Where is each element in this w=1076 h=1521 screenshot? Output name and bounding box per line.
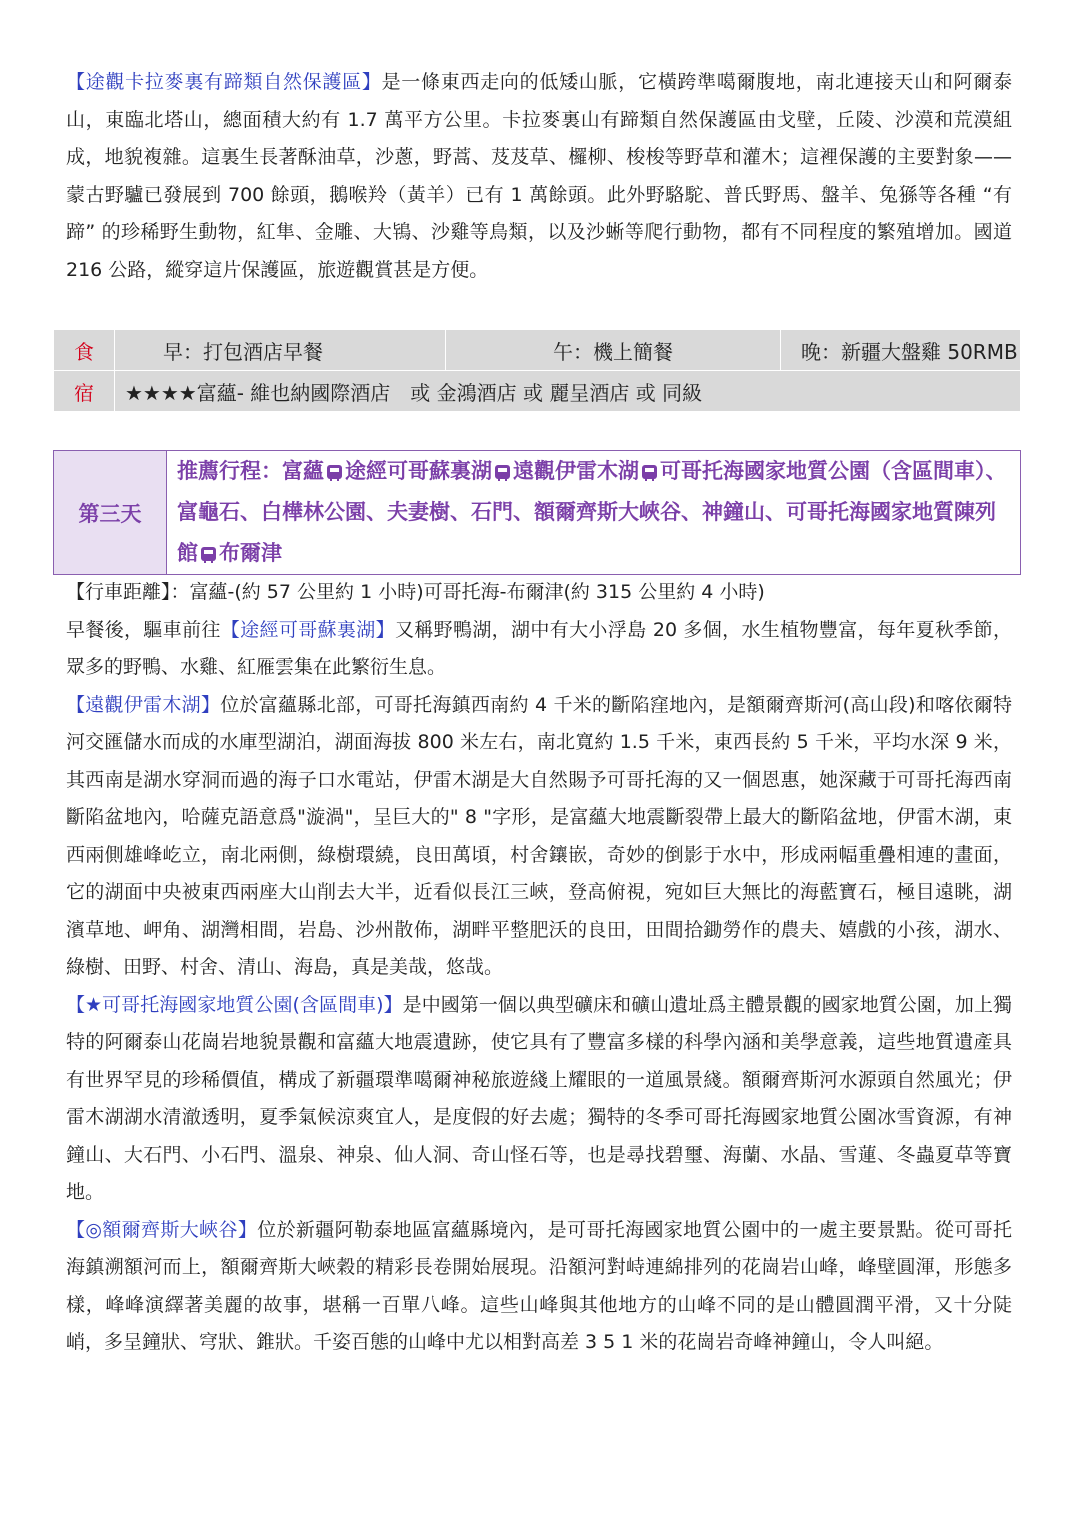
geopark-paragraph [66, 987, 1012, 1212]
route-stop-3: 可哥托海國家地質公園（含區間車）、富龜石、白樺林公園、夫妻樹、石門、額爾齊斯大峽谷、神鐘山、可哥托海國家地質陳列館 [177, 459, 1007, 565]
p1-title: 【途經可哥蘇裏湖】 [220, 618, 395, 641]
breakfast: 早：打包酒店早餐 [115, 330, 446, 371]
day3-header [53, 450, 1021, 575]
hotel-info: ★★★★富蘊- 維也納國際酒店 或 金鴻酒店 或 麗呈酒店 或 同級 [115, 371, 1021, 412]
p1-prefix: 早餐後，驅車前往 [66, 618, 221, 641]
p4-text: 位於新疆阿勒泰地區富蘊縣境內，是可哥托海國家地質公園中的一處主要景點。從可哥托海鎮溯額河而上，額爾齊斯大峽穀的精彩長卷開始展現。沿額河對峙連綿排列的花崗岩山峰，峰壁圓渾，形態多樣，峰峰演繹著美麗的故事，堪稱一百單八峰。這些山峰與其他地方的山峰不同的是山體圓潤平滑，又十分陡峭，多呈鐘狀、穹狀、錐狀。千姿百態的山峰中尤以相對高差 3 5 1 米的花崗岩奇峰神鐘山，令人叫絕。 [66, 1218, 1012, 1353]
intro-section [66, 64, 1012, 289]
canyon-paragraph [66, 1212, 1012, 1362]
route-prefix: 推薦行程：富蘊 [177, 459, 324, 483]
p1-text: 又稱野鴨湖，湖中有大小浮島 20 多個，水生植物豐富，每年夏秋季節，眾多的野鴨、水雞、紅雁雲集在此繁衍生息。 [66, 618, 1012, 678]
day3-route [167, 451, 1021, 575]
food-label: 食 [54, 330, 115, 371]
bus-icon [642, 465, 657, 479]
meals-table [53, 329, 1021, 412]
day3-body [66, 574, 1012, 1362]
bus-icon [201, 547, 216, 561]
route-stop-1: 途經可哥蘇裏湖 [345, 459, 492, 483]
day3-label: 第三天 [54, 451, 167, 575]
route-stop-4: 布爾津 [219, 541, 282, 565]
p4-title: 【◎額爾齊斯大峽谷】 [66, 1218, 258, 1241]
intro-text: 是一條東西走向的低矮山脈，它橫跨準噶爾腹地，南北連接天山和阿爾泰山，東臨北塔山，總面積大約有 1.7 萬平方公里。卡拉麥裏山有蹄類自然保護區由戈壁，丘陵、沙漠和荒漠組成，地貌複雜。這裏生長著酥油草，沙蔥，野蒿、芨芨草、欏柳、梭梭等野草和灌木；這裡保護的主要對象——蒙古野驢已發展到 700 餘頭，鵝喉羚（黃羊）已有 1 萬餘頭。此外野駱駝、普氏野馬、盤羊、兔猻等各種 “有蹄” 的珍稀野生動物，紅隼、金雕、大鴇、沙雞等鳥類，以及沙蜥等爬行動物，都有不同程度的繁殖增加。國道 216 公路，縱穿這片保護區，旅遊觀賞甚是方便。 [66, 71, 1012, 281]
distance-line: 【行車距離】：富蘊-(約 57 公里約 1 小時)可哥托海-布爾津(約 315 公里約 4 小時) [66, 581, 765, 603]
dinner: 晚：新疆大盤雞 50RMB [781, 330, 1021, 371]
p2-title: 【遠觀伊雷木湖】 [66, 693, 221, 716]
lunch: 午：機上簡餐 [446, 330, 781, 371]
stay-label: 宿 [54, 371, 115, 412]
p3-title: 【★可哥托海國家地質公園(含區間車)】 [66, 993, 403, 1016]
p3-text: 是中國第一個以典型礦床和礦山遺址爲主體景觀的國家地質公園，加上獨特的阿爾泰山花崗岩地貌景觀和富蘊大地震遺跡，使它具有了豐富多樣的科學內涵和美學意義，這些地質遺產具有世界罕見的珍稀價值，構成了新疆環準噶爾神秘旅遊綫上耀眼的一道風景綫。額爾齊斯河水源頭自然風光；伊雷木湖湖水清澈透明，夏季氣候涼爽宜人，是度假的好去處；獨特的冬季可哥托海國家地質公園冰雪資源，有神鐘山、大石門、小石門、溫泉、神泉、仙人洞、奇山怪石等，也是尋找碧璽、海蘭、水晶、雪蓮、冬蟲夏草等寶地。 [66, 993, 1012, 1203]
bus-icon [495, 465, 510, 479]
yileimu-lake-paragraph [66, 687, 1012, 987]
bus-icon [327, 465, 342, 479]
kekesu-lake-paragraph [66, 612, 1012, 687]
intro-title: 【途觀卡拉麥裏有蹄類自然保護區】 [66, 71, 382, 93]
route-stop-2: 遠觀伊雷木湖 [513, 459, 639, 483]
stay-row [54, 371, 1021, 412]
p2-text: 位於富蘊縣北部，可哥托海鎮西南約 4 千米的斷陷窪地內，是額爾齊斯河(高山段)和喀依爾特河交匯儲水而成的水庫型湖泊，湖面海拔 800 米左右，南北寬約 1.5 千米，東西長約 5 千米，平均水深 9 米，其西南是湖水穿洞而過的海子口水電站，伊雷木湖是大自然賜予可哥托海的又一個恩惠，她深藏于可哥托海西南斷陷盆地內，哈薩克語意爲"漩渦"，呈巨大的" 8 "字形，是富蘊大地震斷裂帶上最大的斷陷盆地，伊雷木湖，東西兩側雄峰屹立，南北兩側，綠樹環繞，良田萬頃，村舍鑲嵌，奇妙的倒影于水中，形成兩幅重疊相連的畫面，它的湖面中央被東西兩座大山削去大半，近看似長江三峽，登高俯視，宛如巨大無比的海藍寶石，極目遠眺，湖濱草地、岬角、湖灣相間，岩島、沙州散佈，湖畔平整肥沃的良田，田間拾鋤勞作的農夫、嬉戲的小孩，湖水、綠樹、田野、村舍、清山、海島，真是美哉，悠哉。 [66, 693, 1012, 978]
intro-paragraph [66, 64, 1012, 289]
meals-row [54, 330, 1021, 371]
